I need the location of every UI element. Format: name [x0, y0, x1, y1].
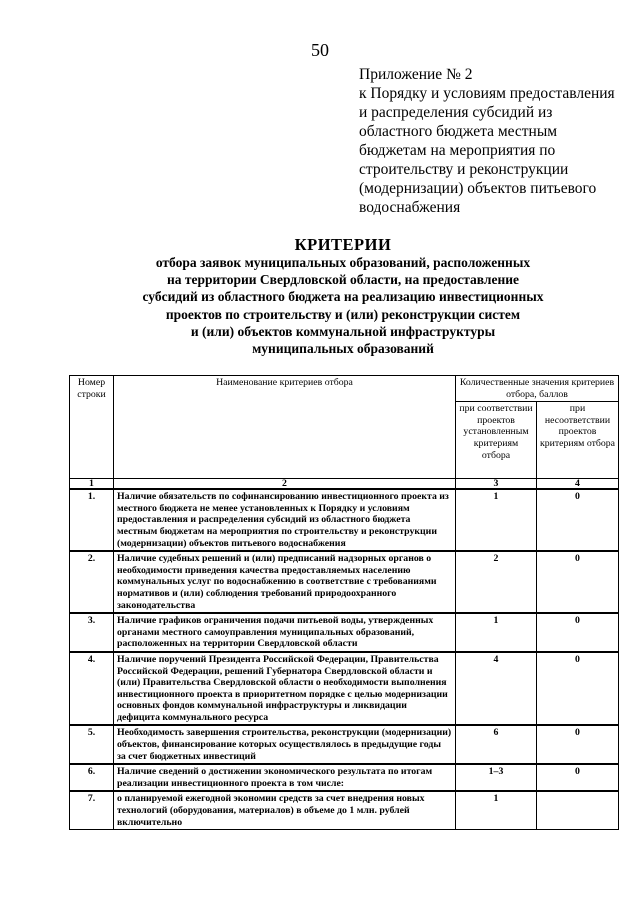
row-compliant-score: 4: [456, 652, 537, 726]
row-noncompliant-score: 0: [537, 764, 619, 791]
row-number: 1.: [70, 489, 114, 551]
row-compliant-score: 1: [456, 791, 537, 829]
index-cell: 2: [114, 479, 456, 490]
header-criteria-name: Наименование критериев отбора: [114, 376, 456, 479]
subtitle-line: проектов по строительству и (или) реконструкции систем: [165, 306, 521, 322]
appendix-line: областного бюджета местным: [359, 123, 558, 140]
row-compliant-score: 1: [456, 613, 537, 652]
row-number: 3.: [70, 613, 114, 652]
header-quantity: Количественные значения критериев отбора, баллов: [456, 376, 619, 402]
appendix-line: водоснабжения: [359, 199, 461, 216]
header-row-number: Номер строки: [70, 376, 114, 479]
row-criteria-text: Наличие судебных решений и (или) предписаний надзорных органов о необходимости приведения качества предоставляемых населению коммунальных услуг по водоснабжению в соответствие с требованиями нормативов и (или) соблюдения требований природоохранного законодательства: [114, 551, 456, 613]
row-number: 4.: [70, 652, 114, 726]
row-number: 5.: [70, 725, 114, 764]
row-number: 2.: [70, 551, 114, 613]
table-index-row: [70, 479, 619, 490]
subtitle-line: отбора заявок муниципальных образований, расположенных: [155, 255, 531, 270]
row-number: 7.: [70, 791, 114, 829]
row-noncompliant-score: 0: [537, 652, 619, 726]
subtitle-line: муниципальных образований: [252, 341, 434, 357]
row-number: 6.: [70, 764, 114, 791]
row-noncompliant-score: 0: [537, 613, 619, 652]
row-compliant-score: 6: [456, 725, 537, 764]
criteria-table: [69, 375, 619, 830]
row-criteria-text: Наличие обязательств по софинансированию инвестиционного проекта из местного бюджета не менее установленных к Порядку и условиям предоставления и распределения субсидий из областного бюджета местным бюджетам на мероприятия по строительству и реконструкции (модернизации) объектов питьевого водоснабжения: [114, 489, 456, 551]
header-compliant: при соответствии проектов установленным критериям отбора: [456, 402, 537, 479]
row-noncompliant-score: 0: [537, 551, 619, 613]
row-criteria-text: о планируемой ежегодной экономии средств за счет внедрения новых технологий (оборудования, материалов) в объеме до 1 млн. рублей включительно: [114, 791, 456, 829]
table-row: [70, 551, 619, 613]
row-noncompliant-score: [537, 791, 619, 829]
row-compliant-score: 1: [456, 489, 537, 551]
row-noncompliant-score: 0: [537, 725, 619, 764]
appendix-line: (модернизации) объектов питьевого: [359, 180, 597, 197]
appendix-line: бюджетам на мероприятия по: [359, 142, 556, 159]
appendix-heading: [359, 65, 629, 217]
row-compliant-score: 2: [456, 551, 537, 613]
header-noncompliant: при несоответствии проектов критериям отбора: [537, 402, 619, 479]
table-header-row: [70, 376, 619, 402]
appendix-line: Приложение № 2: [359, 66, 473, 83]
table-row: [70, 791, 619, 829]
subtitle-line: на территории Свердловской области, на предоставление: [166, 272, 520, 288]
table-row: [70, 613, 619, 652]
table-row: [70, 764, 619, 791]
table-row: [70, 652, 619, 726]
index-cell: 1: [70, 479, 114, 490]
index-cell: 4: [537, 479, 619, 490]
table-row: [70, 489, 619, 551]
row-noncompliant-score: 0: [537, 489, 619, 551]
subtitle-line: субсидий из областного бюджета на реализацию инвестиционных: [142, 289, 544, 305]
row-criteria-text: Необходимость завершения строительства, реконструкции (модернизации) объектов, финансирование которых осуществлялось в предыдущие годы за счет бюджетных инвестиций: [114, 725, 456, 764]
document-title: КРИТЕРИИ: [294, 235, 392, 254]
row-criteria-text: Наличие графиков ограничения подачи питьевой воды, утвержденных органами местного самоуправления муниципальных образований, расположенных на территории Свердловской области: [114, 613, 456, 652]
appendix-line: к Порядку и условиям предоставления: [359, 85, 615, 102]
document-subtitle: [70, 254, 616, 357]
appendix-line: и распределения субсидий из: [359, 104, 553, 121]
page-number: 50: [311, 40, 329, 60]
appendix-line: строительству и реконструкции: [359, 161, 569, 178]
table-row: [70, 725, 619, 764]
row-compliant-score: 1–3: [456, 764, 537, 791]
index-cell: 3: [456, 479, 537, 490]
row-criteria-text: Наличие поручений Президента Российской Федерации, Правительства Российской Федерации, решений Губернатора Свердловской области и (или) Правительства Свердловской области о необходимости выполнения инвестиционного проекта в приоритетном порядке с целью модернизации основных фондов коммунальной инфраструктуры и ликвидации дефицита коммунального ресурса: [114, 652, 456, 726]
subtitle-line: и (или) объектов коммунальной инфраструктуры: [190, 323, 496, 339]
criteria-heading: [70, 236, 616, 357]
row-criteria-text: Наличие сведений о достижении экономического результата по итогам реализации инвестиционного проекта в том числе:: [114, 764, 456, 791]
